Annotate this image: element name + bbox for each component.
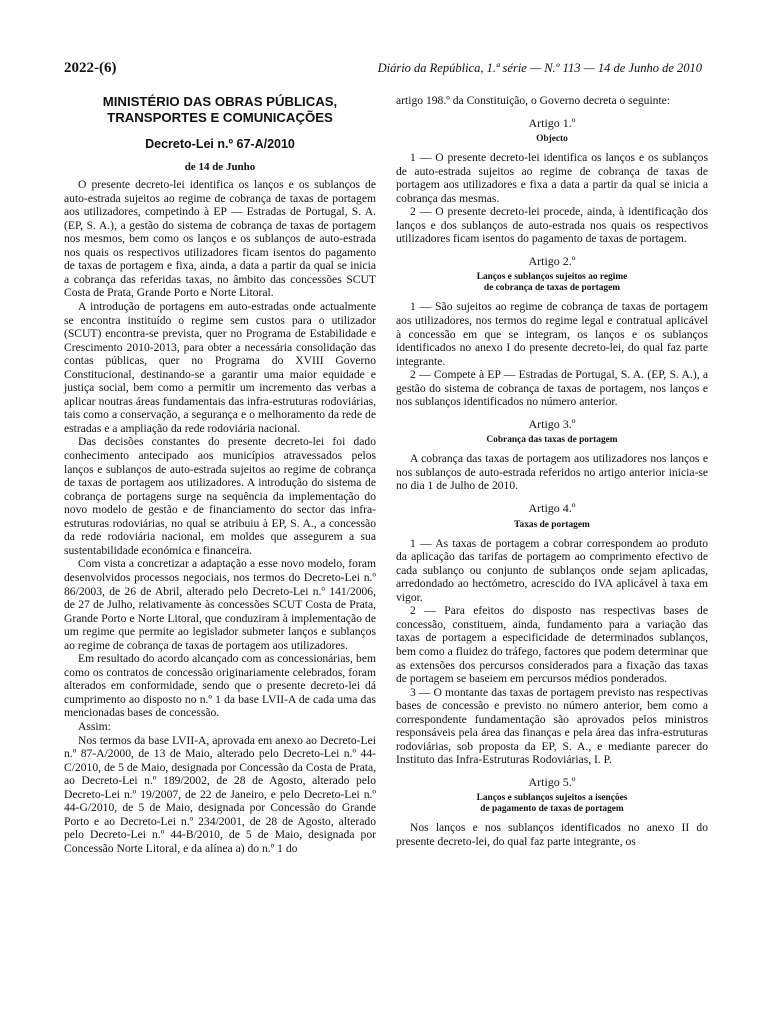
article-5-subtitle [396, 793, 708, 815]
decree-title: Decreto-Lei n.º 67-A/2010 [145, 137, 295, 151]
article-5-heading: Artigo 5.º [528, 774, 576, 789]
article-1-subtitle [396, 134, 708, 145]
article-paragraph: 2 — O presente decreto-lei procede, ainda, à identificação dos lanços e dos sublanços de auto-estrada nos quais os respectivos utilizadores ficam isentos do pagamento de taxas de portagem. [396, 205, 708, 246]
left-column [64, 94, 376, 855]
article-paragraph: Nos lanços e nos sublanços identificados no anexo II do presente decreto-lei, do qual faz parte integrante, os [396, 821, 708, 848]
ministry-line-2: TRANSPORTES E COMUNICAÇÕES [107, 110, 333, 125]
article-subtitle-line: de cobrança de taxas de portagem [483, 283, 621, 294]
article-2-subtitle [396, 272, 708, 294]
article-paragraph: A cobrança das taxas de portagem aos utilizadores nos lanços e nos sublanços de auto-estrada referidos no artigo anterior inicia-se no dia 1 de Julho de 2010. [396, 452, 708, 493]
ministry-line-1: MINISTÉRIO DAS OBRAS PÚBLICAS, [102, 94, 338, 109]
article-subtitle-line: Objecto [536, 134, 568, 145]
article-paragraph: 2 — Compete à EP — Estradas de Portugal, S. A. (EP, S. A.), a gestão do sistema de cobrança de taxas de portagem, nos lanços e nos sublanços identificados no número anterior. [396, 368, 708, 409]
preamble-paragraph: A introdução de portagens em auto-estradas onde actualmente se encontra instituído o regime sem custos para o utilizador (SCUT) encontra-se prevista, quer no Programa de Estabilidade e Crescimento 2010-2013, para obter a necessária consolidação das contas públicas, quer no Programa do XVIII Governo Constitucional, destinando-se a garantir uma maior equidade e justiça social, bem como a permitir um incremento das verbas a aplicar noutras áreas fundamentais das infra-estruturas rodoviárias, tais como a conservação, a segurança e o melhoramento da rede de estradas e a ampliação da rede rodoviária nacional. [64, 300, 376, 435]
right-intro-paragraph: artigo 198.º da Constituição, o Governo decreta o seguinte: [396, 94, 671, 107]
preamble-paragraph: O presente decreto-lei identifica os lanços e os sublanços de auto-estrada sujeitos ao regime de cobrança de taxas de portagem aos utilizadores, competindo à EP — Estradas de Portugal, S. A. (EP, S. A.), a gestão do sistema de cobrança de taxas de portagem nos mesmos, bem como os lanços e os sublanços de auto-estrada nos quais os respectivos utilizadores ficam isentos do pagamento de taxas de portagem e fixa, ainda, a data a partir da qual se inicia a cobrança das referidas taxas, no âmbito das concessões SCUT Costa de Prata, Grande Porto e Norte Litoral. [64, 178, 376, 300]
article-2-heading: Artigo 2.º [528, 253, 576, 268]
article-subtitle-line: Lanços e sublanços sujeitos ao regime [476, 272, 628, 283]
ministry-heading [64, 94, 376, 126]
article-subtitle-line: Taxas de portagem [514, 519, 590, 530]
article-paragraph: 1 — São sujeitos ao regime de cobrança de taxas de portagem aos utilizadores, nos termos do regime legal e contratual aplicável à concessão em que se integram, os lanços e os sublanços identificados no anexo I do presente decreto-lei, do qual faz parte integrante. [396, 300, 708, 368]
page-number: 2022-(6) [64, 60, 117, 76]
article-4-subtitle [396, 520, 708, 531]
article-paragraph: 1 — O presente decreto-lei identifica os lanços e os sublanços de auto-estrada sujeitos ao regime de cobrança de taxas de portagem aos utilizadores e fixa a data a partir da qual se inicia a cobrança das mesmas. [396, 151, 708, 205]
article-4-heading: Artigo 4.º [528, 501, 576, 516]
running-head: Diário da República, 1.ª série — N.º 113 — 14 de Junho de 2010 [377, 61, 702, 75]
right-column [396, 94, 708, 849]
preamble-paragraph: Das decisões constantes do presente decreto-lei foi dado conhecimento antecipado aos municípios atravessados pelos lanços e sublanços de auto-estrada sujeitos ao regime de cobrança de taxas de portagem aos utilizadores. A introdução do sistema de cobrança de portagens surge na sequência da implementação do novo modelo de gestão e de financiamento do sector das infra-estruturas rodoviárias, no qual se atribuiu à EP, S. A., a concessão da rede rodoviária nacional, em moldes que assegurem a sua sustentabilidade económica e financeira. [64, 435, 376, 557]
article-1-heading: Artigo 1.º [528, 115, 576, 130]
article-paragraph: 2 — Para efeitos do disposto nas respectivas bases de concessão, constituem, ainda, fundamento para a variação das taxas de portagem a especificidade de determinados sublanços, bem como a fluidez do tráfego, factores que podem determinar que as extensões dos percursos considerados para a fixação das taxas de portagem se baseiem em percursos médios ponderados. [396, 604, 708, 686]
article-3-heading: Artigo 3.º [528, 416, 576, 431]
preamble-paragraph: Com vista a concretizar a adaptação a esse novo modelo, foram desenvolvidos processos negociais, nos termos do Decreto-Lei n.º 86/2003, de 26 de Abril, alterado pelo Decreto-Lei n.º 141/2006, de 27 de Julho, relativamente às concessões SCUT Costa de Prata, Grande Porto e Norte Litoral, que conduziram à implementação de um regime que permite ao legislador submeter lanços e sublanços ao regime de cobrança de taxas de portagem aos utilizadores. [64, 557, 376, 652]
preamble-paragraph: Nos termos da base LVII-A, aprovada em anexo ao Decreto-Lei n.º 87-A/2000, de 13 de Maio, alterado pelo Decreto-Lei n.º 44-C/2010, de 5 de Maio, designada por Concessão da Costa de Prata, ao Decreto-Lei n.º 189/2002, de 28 de Agosto, alterado pelo Decreto-Lei n.º 19/2007, de 22 de Janeiro, e pelo Decreto-Lei n.º 44-G/2010, de 5 de Maio, designada por Concessão do Grande Porto e ao Decreto-Lei n.º 234/2001, de 28 de Agosto, alterado pelo Decreto-Lei n.º 44-B/2010, de 5 de Maio, designada por Concessão Norte Litoral, e da alínea a) do n.º 1 do [64, 733, 376, 855]
article-subtitle-line: Lanços e sublanços sujeitos a isenções [476, 793, 628, 804]
article-subtitle-line: Cobrança das taxas de portagem [486, 435, 618, 446]
article-paragraph: 3 — O montante das taxas de portagem previsto nas respectivas bases de concessão e previsto no número anterior, bem como a correspondente fundamentação são aprovados pelos ministros responsáveis pela área das finanças e pela área das infra-estruturas rodoviárias, sob proposta da EP, S. A., e mediante parecer do Instituto das Infra-Estruturas Rodoviárias, I. P. [396, 685, 708, 767]
article-paragraph: 1 — As taxas de portagem a cobrar correspondem ao produto da aplicação das tarifas de portagem ao comprimento efectivo de cada sublanço ou conjunto de sublanços onde sejam aplicadas, arredondado ao hectómetro, acrescido do IVA aplicável à taxa em vigor. [396, 536, 708, 604]
page-header [64, 60, 702, 80]
preamble-paragraph: Assim: [78, 719, 111, 733]
article-3-subtitle [396, 435, 708, 446]
article-subtitle-line: de pagamento de taxas de portagem [480, 804, 624, 815]
decree-date: de 14 de Junho [184, 160, 256, 173]
preamble-paragraph: Em resultado do acordo alcançado com as concessionárias, bem como os contratos de concessão originariamente celebrados, foram alterados em conformidade, sendo que o presente decreto-lei dá cumprimento ao disposto no n.º 1 da base LVII-A de cada uma das mencionadas bases de concessão. [64, 652, 376, 720]
